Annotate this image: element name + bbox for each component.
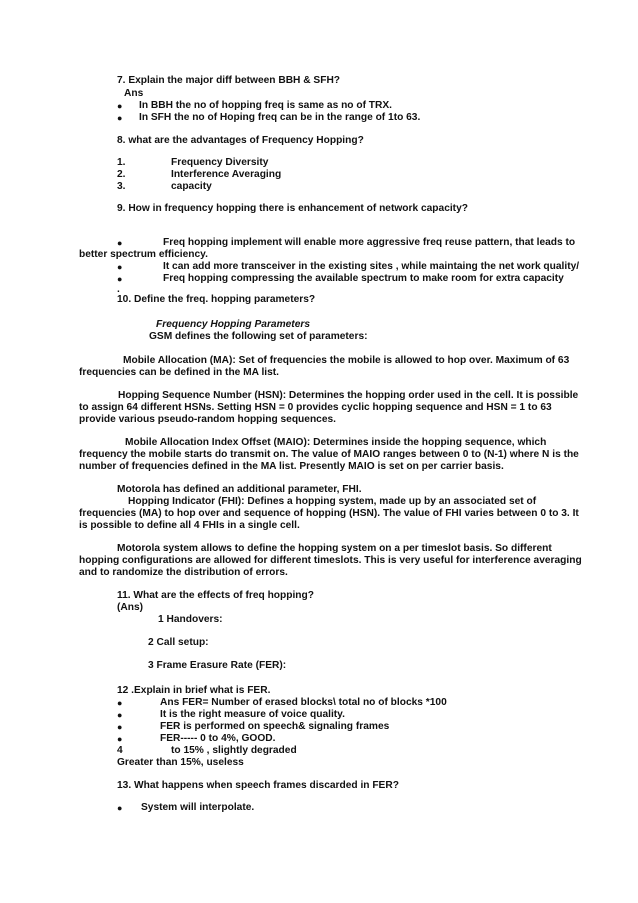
maio-paragraph-line-3: number of frequencies defined in the MA list. Presently MAIO is set on per carrier basis. <box>79 461 504 472</box>
ma-paragraph-line-2: frequencies can be defined in the MA list. <box>79 367 280 378</box>
bullet-icon: ● <box>117 722 123 732</box>
question-12: 12 .Explain in brief what is FER. <box>117 685 271 696</box>
bullet-icon: ● <box>117 698 123 708</box>
q12-line-4-number: 4 <box>117 745 123 756</box>
motorola-paragraph-line-1: Motorola system allows to define the hopping system on a per timeslot basis. So different <box>117 543 552 554</box>
fhi-paragraph-line-1: Hopping Indicator (FHI): Defines a hopping system, made up by an associated set of <box>128 496 537 507</box>
effect-item: 3 Frame Erasure Rate (FER): <box>148 660 287 671</box>
answer-label: Ans <box>124 88 144 99</box>
hsn-paragraph-line-2: to assign 64 different HSNs. Setting HSN = 0 provides cyclic hopping sequence and HSN = 1 to 63 <box>79 402 552 413</box>
section-title: Frequency Hopping Parameters <box>156 319 310 330</box>
hsn-paragraph-line-3: provide various pseudo-random hopping sequences. <box>79 414 336 425</box>
q12-bullet-3: FER is performed on speech& signaling frames <box>160 721 390 732</box>
fhi-paragraph-line-3: is possible to define all 4 FHIs in a single cell. <box>79 520 300 531</box>
motorola-paragraph-line-2: hopping configurations are allowed for different timeslots. This is very useful for interference averaging <box>79 555 582 566</box>
bullet-icon: ● <box>117 803 123 813</box>
q9-bullet-1-line-1: Freq hopping implement will enable more aggressive freq reuse pattern, that leads to <box>163 237 576 248</box>
question-9: 9. How in frequency hopping there is enhancement of network capacity? <box>117 203 468 214</box>
q13-bullet-1: System will interpolate. <box>141 802 255 813</box>
list-number: 2. <box>117 169 126 180</box>
q7-bullet-2: In SFH the no of Hoping freq can be in the range of 1to 63. <box>139 112 421 123</box>
question-11: 11. What are the effects of freq hopping? <box>117 590 314 601</box>
list-number: 1. <box>117 157 126 168</box>
fhi-paragraph-line-2: frequencies (MA) to hop over and sequence of hopping (HSN). The value of FHI varies between 0 to 3. It <box>79 508 579 519</box>
list-item: Frequency Diversity <box>171 157 269 168</box>
q12-bullet-1: Ans FER= Number of erased blocks\ total no of blocks *100 <box>160 697 447 708</box>
q7-bullet-1: In BBH the no of hopping freq is same as no of TRX. <box>139 100 392 111</box>
motorola-paragraph-line-3: and to randomize the distribution of errors. <box>79 567 288 578</box>
maio-paragraph-line-1: Mobile Allocation Index Offset (MAIO): Determines inside the hopping sequence, which <box>125 437 547 448</box>
bullet-icon: ● <box>117 262 123 272</box>
question-13: 13. What happens when speech frames discarded in FER? <box>117 780 399 791</box>
list-item: Interference Averaging <box>171 169 282 180</box>
q9-bullet-1-line-2: better spectrum efficiency. <box>79 249 208 260</box>
bullet-icon: ● <box>117 113 123 123</box>
bullet-icon: ● <box>117 274 123 284</box>
q12-bullet-4: FER----- 0 to 4%, GOOD. <box>160 733 276 744</box>
ma-paragraph-line-1: Mobile Allocation (MA): Set of frequencies the mobile is allowed to hop over. Maximum of 63 <box>123 355 570 366</box>
answer-label: (Ans) <box>117 602 144 613</box>
bullet-icon: ● <box>117 734 123 744</box>
fhi-intro: Motorola has defined an additional parameter, FHI. <box>117 484 362 495</box>
hsn-paragraph-line-1: Hopping Sequence Number (HSN): Determines the hopping order used in the cell. It is possible <box>118 390 579 401</box>
section-intro: GSM defines the following set of parameters: <box>149 331 368 342</box>
question-10: 10. Define the freq. hopping parameters? <box>117 294 316 305</box>
list-number: 3. <box>117 181 126 192</box>
q12-bullet-2: It is the right measure of voice quality. <box>160 709 345 720</box>
q9-dot: . <box>117 284 120 295</box>
bullet-icon: ● <box>117 238 123 248</box>
q9-bullet-3: Freq hopping compressing the available spectrum to make room for extra capacity <box>163 273 564 284</box>
bullet-icon: ● <box>117 710 123 720</box>
effect-item: 1 Handovers: <box>158 614 223 625</box>
list-item: capacity <box>171 181 212 192</box>
q9-bullet-2: It can add more transceiver in the existing sites , while maintaing the net work quality/ <box>163 261 580 272</box>
q12-line-4-text: to 15% , slightly degraded <box>171 745 297 756</box>
question-8: 8. what are the advantages of Frequency Hopping? <box>117 135 364 146</box>
maio-paragraph-line-2: frequency the mobile starts do transmit on. The value of MAIO ranges between 0 to (N-1) where N is the <box>79 449 579 460</box>
question-7: 7. Explain the major diff between BBH & SFH? <box>117 75 341 86</box>
q12-line-5: Greater than 15%, useless <box>117 757 244 768</box>
effect-item: 2 Call setup: <box>148 637 209 648</box>
bullet-icon: ● <box>117 101 123 111</box>
